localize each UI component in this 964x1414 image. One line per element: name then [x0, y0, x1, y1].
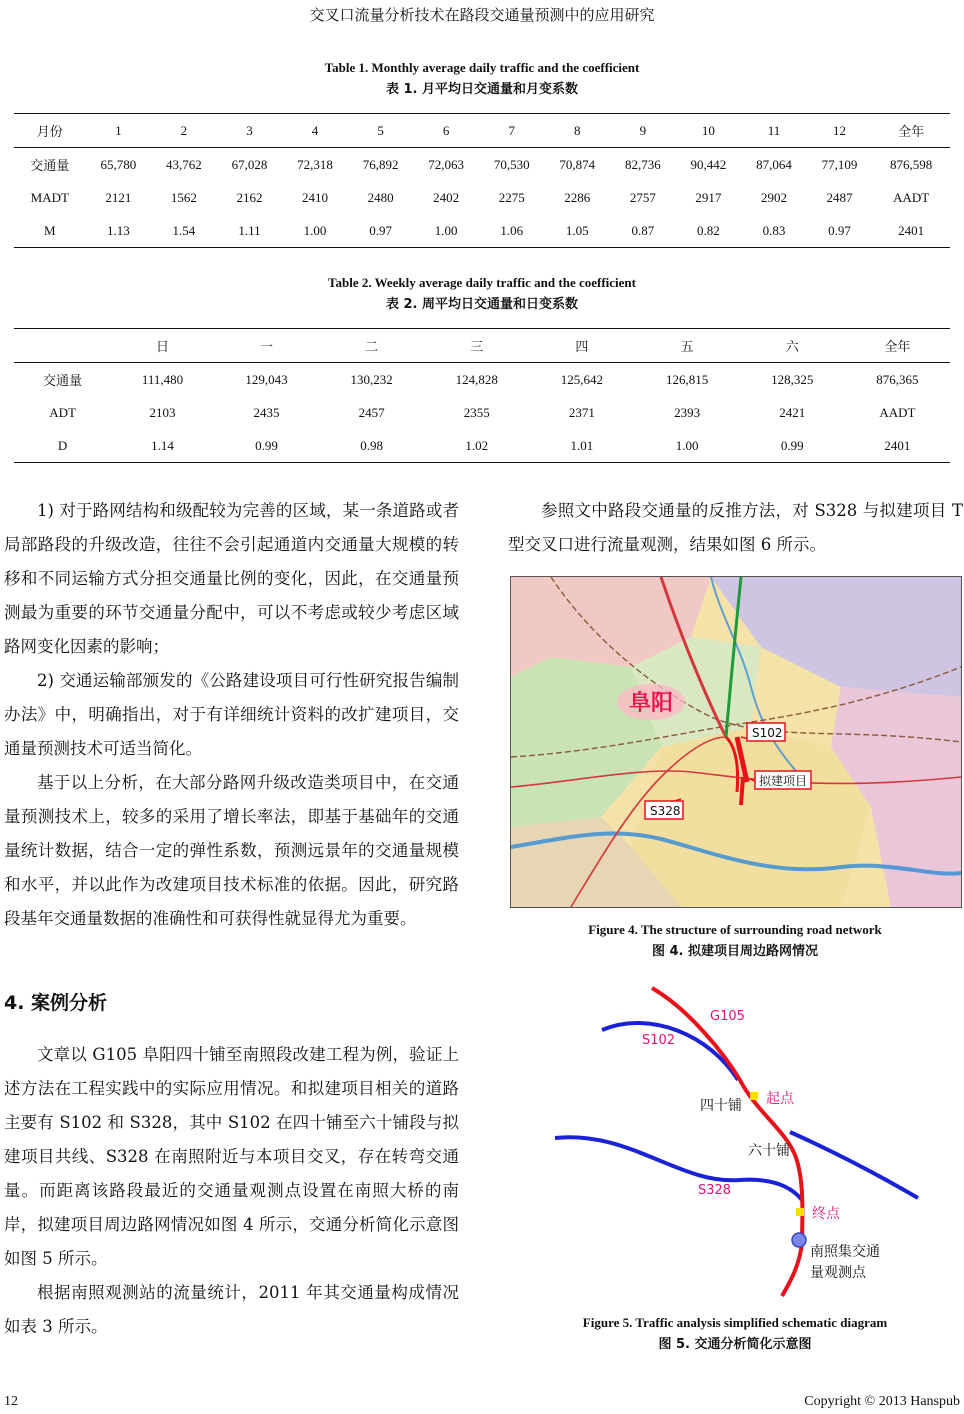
table-cell: 876,365 [876, 371, 919, 387]
table-cell: 130,232 [350, 371, 393, 387]
table-cell: M [14, 214, 86, 248]
traffic-schematic [540, 980, 940, 1300]
table-cell: 128,325 [771, 371, 814, 387]
table-cell: 1.00 [413, 214, 479, 248]
table-cell: 76,892 [362, 156, 399, 172]
figure4-caption-cn: 图 4. 拟建项目周边路网情况 [651, 944, 819, 959]
page-number: 12 [4, 1394, 18, 1409]
section-title: 4. 案例分析 [4, 992, 108, 1014]
table-cell: 2 [151, 114, 217, 148]
table-header-row [14, 114, 950, 148]
table-cell: 0.98 [319, 429, 424, 463]
table-cell: 全年 [872, 114, 950, 148]
table-cell: 2275 [498, 189, 525, 205]
table-cell: 1.02 [424, 429, 529, 463]
paragraph-5: 根据南照观测站的流量统计，2011 年其交通量构成情况如表 3 所示。 [4, 1283, 459, 1336]
table-cell: 11 [741, 114, 807, 148]
table-cell: 124,828 [455, 371, 498, 387]
s102-callout [741, 723, 785, 741]
table-cell: 日 [111, 329, 214, 363]
table-cell: 2410 [302, 189, 329, 205]
table-cell: 2286 [564, 189, 591, 205]
table-cell: 70,530 [493, 156, 530, 172]
table-cell: 1.14 [111, 429, 214, 463]
table-cell: 125,642 [560, 371, 604, 387]
table-cell [14, 329, 111, 363]
table2-caption-cn: 表 2. 周平均日交通量和日变系数 [385, 297, 579, 312]
table-cell: 70,874 [559, 156, 596, 172]
label-station-line1: 南照集交通 [810, 1244, 880, 1260]
table2-caption-en: Table 2. Weekly average daily traffic and the coefficient [328, 275, 636, 290]
table-row [14, 363, 950, 397]
table-cell: 5 [348, 114, 414, 148]
table-cell: 0.99 [214, 429, 319, 463]
map-city-label: 阜阳 [629, 691, 674, 716]
paragraph-4: 文章以 G105 阜阳四十铺至南照段改建工程为例，验证上述方法在工程实践中的实际应用情况。和拟建项目相关的道路主要有 S102 和 S328，其中 S102 在四十铺至六十铺段与拟建项目共线、S328 在南照附近与本项目交叉，存在转弯交通量。而距离该路段最近的交通量观测点设置在南照大桥的南岸，拟建项目周边路网情况如图 4 所示，交通分析简化示意图如图 5 所示。 [4, 1045, 459, 1268]
start-point [750, 1092, 758, 1100]
table-cell: 0.83 [741, 214, 807, 248]
figure4-caption-en: Figure 4. The structure of surrounding road network [588, 922, 882, 937]
label-start: 起点 [766, 1091, 794, 1107]
table1 [14, 113, 950, 248]
table-cell: 0.99 [740, 429, 845, 463]
table-cell: 2103 [149, 404, 176, 420]
observation-station-marker [792, 1233, 806, 1247]
end-point [796, 1208, 804, 1216]
table-cell: 1.05 [545, 214, 611, 248]
table-header-row [14, 329, 950, 363]
table-cell: 1.00 [282, 214, 348, 248]
table-cell: 72,063 [428, 156, 465, 172]
table-cell: 2401 [845, 429, 950, 463]
table-cell: 2757 [629, 189, 656, 205]
table-cell: 月份 [14, 114, 86, 148]
table-cell: 1 [86, 114, 152, 148]
label-g105: G105 [710, 1009, 745, 1024]
table-cell: 2355 [463, 404, 490, 420]
road-network-map [511, 577, 961, 907]
table-cell: 8 [545, 114, 611, 148]
table1-caption-cn: 表 1. 月平均日交通量和月变系数 [385, 82, 579, 97]
table-cell: 五 [635, 329, 740, 363]
table-cell: 12 [807, 114, 873, 148]
table-cell: MADT [30, 189, 69, 205]
table-cell: 72,318 [297, 156, 333, 172]
table-cell: 2401 [872, 214, 950, 248]
paragraph-1: 1) 对于路网结构和级配较为完善的区域，某一条道路或者局部路段的升级改造，往往不会引起通道内交通量大规模的转移和不同运输方式分担交通量比例的变化，因此，在交通量预测最为重要的环节交通量分配中，可以不考虑或较少考虑区域路网变化因素的影响； [4, 501, 459, 656]
table-cell: 1.13 [86, 214, 152, 248]
project-callout [745, 771, 811, 789]
table-cell: 9 [610, 114, 676, 148]
label-s328: S328 [698, 1183, 732, 1198]
map-label-s102: S102 [752, 726, 783, 740]
running-head: 交叉口流量分析技术在路段交通量预测中的应用研究 [309, 6, 655, 24]
table-cell: 876,598 [890, 156, 933, 172]
table-cell: 0.97 [807, 214, 873, 248]
table-cell: 1.54 [151, 214, 217, 248]
table-cell: 90,442 [690, 156, 727, 172]
table-cell: 0.82 [676, 214, 742, 248]
table-cell: 77,109 [821, 156, 858, 172]
table-cell: 4 [282, 114, 348, 148]
copyright: Copyright © 2013 Hanspub [804, 1394, 960, 1409]
label-s102: S102 [642, 1033, 676, 1048]
table-cell: 3 [217, 114, 283, 148]
table-cell: 2480 [367, 189, 394, 205]
table-cell: 2902 [760, 189, 787, 205]
table-cell: 2162 [236, 189, 263, 205]
table-cell: 1.01 [529, 429, 634, 463]
table-cell: 一 [214, 329, 319, 363]
s102-road [602, 1023, 738, 1080]
table-cell: 全年 [845, 329, 950, 363]
table-cell: 四 [529, 329, 634, 363]
table-cell: 1.11 [217, 214, 283, 248]
east-road [790, 1132, 918, 1198]
table-cell: ADT [49, 404, 76, 420]
table-cell: 67,028 [231, 156, 268, 172]
table-cell: 2487 [826, 189, 853, 205]
label-liushipu: 六十铺 [748, 1143, 790, 1159]
figure5-schematic [540, 980, 940, 1300]
label-sishipu: 四十铺 [700, 1098, 742, 1114]
table-row [14, 181, 950, 214]
table-cell: 1.00 [635, 429, 740, 463]
table-row [14, 214, 950, 248]
figure5-caption-cn: 图 5. 交通分析简化示意图 [658, 1337, 812, 1352]
table2 [14, 328, 950, 463]
figure4-map [510, 576, 962, 908]
table-cell: 43,762 [166, 156, 202, 172]
right-column [508, 494, 963, 562]
label-station-line2: 量观测点 [810, 1265, 866, 1281]
table-cell: 六 [740, 329, 845, 363]
table-row [14, 148, 950, 182]
table-cell: 0.97 [348, 214, 414, 248]
table-cell: 7 [479, 114, 545, 148]
table1-caption-en: Table 1. Monthly average daily traffic and the coefficient [324, 60, 640, 75]
table-cell: 三 [424, 329, 529, 363]
figure5-caption-en: Figure 5. Traffic analysis simplified schematic diagram [582, 1315, 888, 1330]
table-cell: 2457 [358, 404, 385, 420]
table-row [14, 396, 950, 429]
table-cell: 二 [319, 329, 424, 363]
paragraph-2: 2) 交通运输部颁发的《公路建设项目可行性研究报告编制办法》中，明确指出，对于有详细统计资料的改扩建项目，交通量预测技术可适当简化。 [4, 671, 459, 758]
table-cell: 交通量 [30, 158, 70, 173]
label-end: 终点 [812, 1206, 840, 1222]
table-cell: AADT [879, 404, 916, 420]
table-cell: 0.87 [610, 214, 676, 248]
map-label-project: 拟建项目 [759, 774, 808, 788]
table-cell: 1562 [170, 189, 197, 205]
s328-callout [645, 799, 683, 819]
table-cell: 87,064 [756, 156, 792, 172]
table-cell: 65,780 [100, 156, 137, 172]
table-cell: 129,043 [245, 371, 288, 387]
table-cell: 2121 [105, 189, 132, 205]
right-paragraph-1: 参照文中路段交通量的反推方法，对 S328 与拟建项目 T 型交叉口进行流量观测，结果如图 6 所示。 [508, 501, 963, 554]
table-cell: 126,815 [665, 371, 709, 387]
table-row [14, 429, 950, 463]
table-cell: AADT [893, 189, 930, 205]
paragraph-3: 基于以上分析，在大部分路网升级改造类项目中，在交通量预测技术上，较多的采用了增长率法，即基于基础年的交通量统计数据，结合一定的弹性系数，预测远景年的交通量规模和水平，并以此作为改建项目技术标准的依据。因此，研究路段基年交通量数据的准确性和可获得性就显得尤为重要。 [4, 773, 459, 928]
table-cell: 6 [413, 114, 479, 148]
table-cell: D [14, 429, 111, 463]
table-cell: 2917 [695, 189, 722, 205]
map-label-s328: S328 [650, 804, 681, 818]
left-column [4, 494, 459, 936]
table-cell: 82,736 [624, 156, 661, 172]
table-cell: 111,480 [141, 371, 184, 387]
table-cell: 2421 [779, 404, 806, 420]
table-cell: 10 [676, 114, 742, 148]
table-cell: 2371 [568, 404, 595, 420]
left-column-2 [4, 1038, 459, 1344]
table-cell: 2402 [433, 189, 460, 205]
table-cell: 2393 [674, 404, 701, 420]
table-cell: 交通量 [43, 373, 83, 388]
table-cell: 2435 [253, 404, 280, 420]
table-cell: 1.06 [479, 214, 545, 248]
